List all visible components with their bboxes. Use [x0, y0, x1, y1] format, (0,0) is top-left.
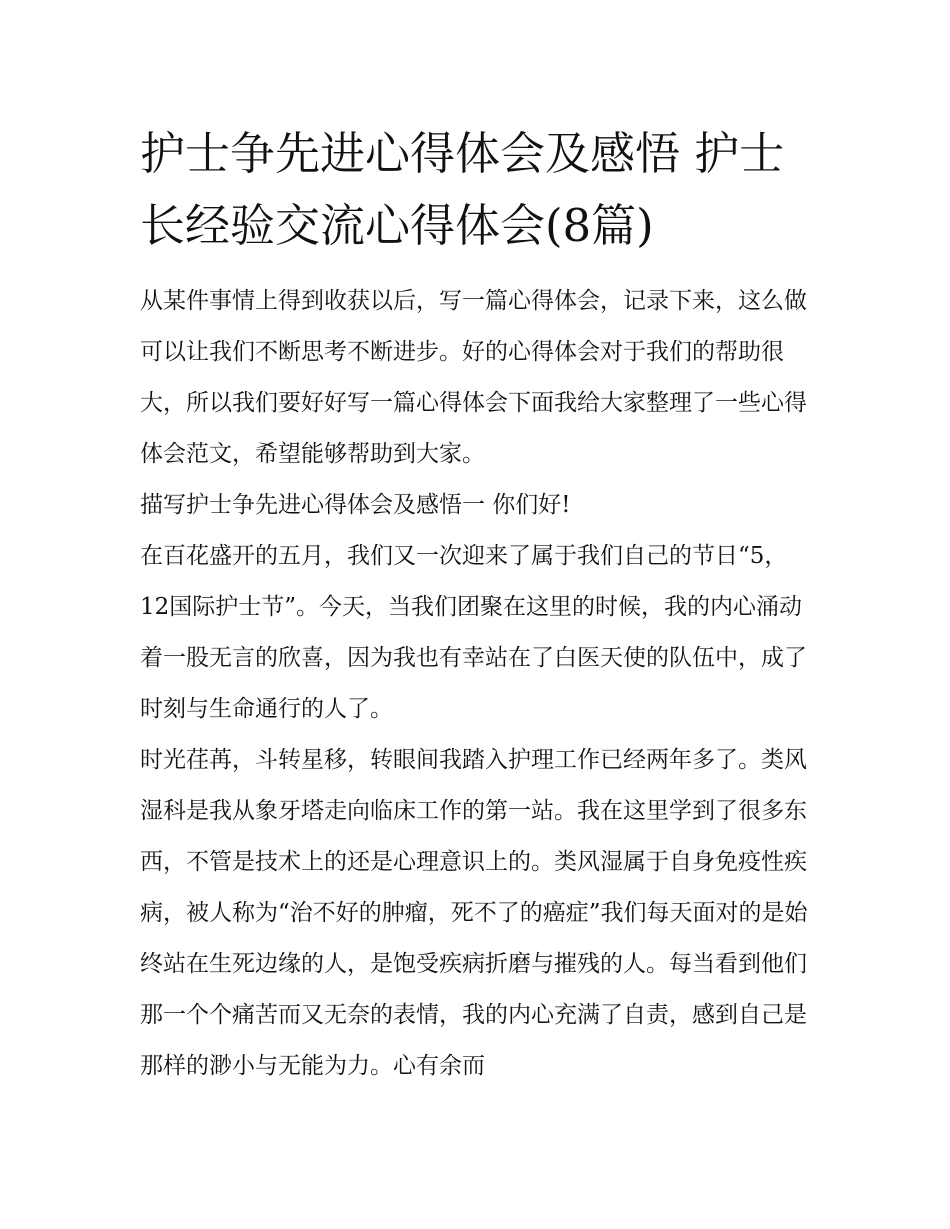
- document-title: 护士争先进心得体会及感悟 护士长经验交流心得体会(8篇): [140, 127, 785, 252]
- paragraph-intro: 从某件事情上得到收获以后，写一篇心得体会，记录下来，这么做可以让我们不断思考不断进步。好的心得体会对于我们的帮助很大，所以我们要好好写一篇心得体会下面我给大家整理了一些心得体会范文，希望能够帮助到大家。: [140, 288, 807, 467]
- paragraph-section-heading: 描写护士争先进心得体会及感悟一 你们好!: [140, 492, 571, 518]
- paragraph-nurses-day: 在百花盛开的五月，我们又一次迎来了属于我们自己的节日“5，12国际护士节”。今天，当我们团聚在这里的时候，我的内心涌动着一股无言的欣喜，因为我也有幸站在了白医天使的队伍中，成了时刻与生命通行的人了。: [140, 543, 807, 722]
- paragraph-work-experience: 时光荏苒，斗转星移，转眼间我踏入护理工作已经两年多了。类风湿科是我从象牙塔走向临床工作的第一站。我在这里学到了很多东西，不管是技术上的还是心理意识上的。类风湿属于自身免疫性疾病，被人称为“治不好的肿瘤，死不了的癌症”我们每天面对的是始终站在生死边缘的人，是饱受疾病折磨与摧残的人。每当看到他们那一个个痛苦而又无奈的表情，我的内心充满了自责，感到自己是那样的渺小与无能为力。心有余而: [140, 747, 808, 1079]
- document-body: [140, 118, 812, 1092]
